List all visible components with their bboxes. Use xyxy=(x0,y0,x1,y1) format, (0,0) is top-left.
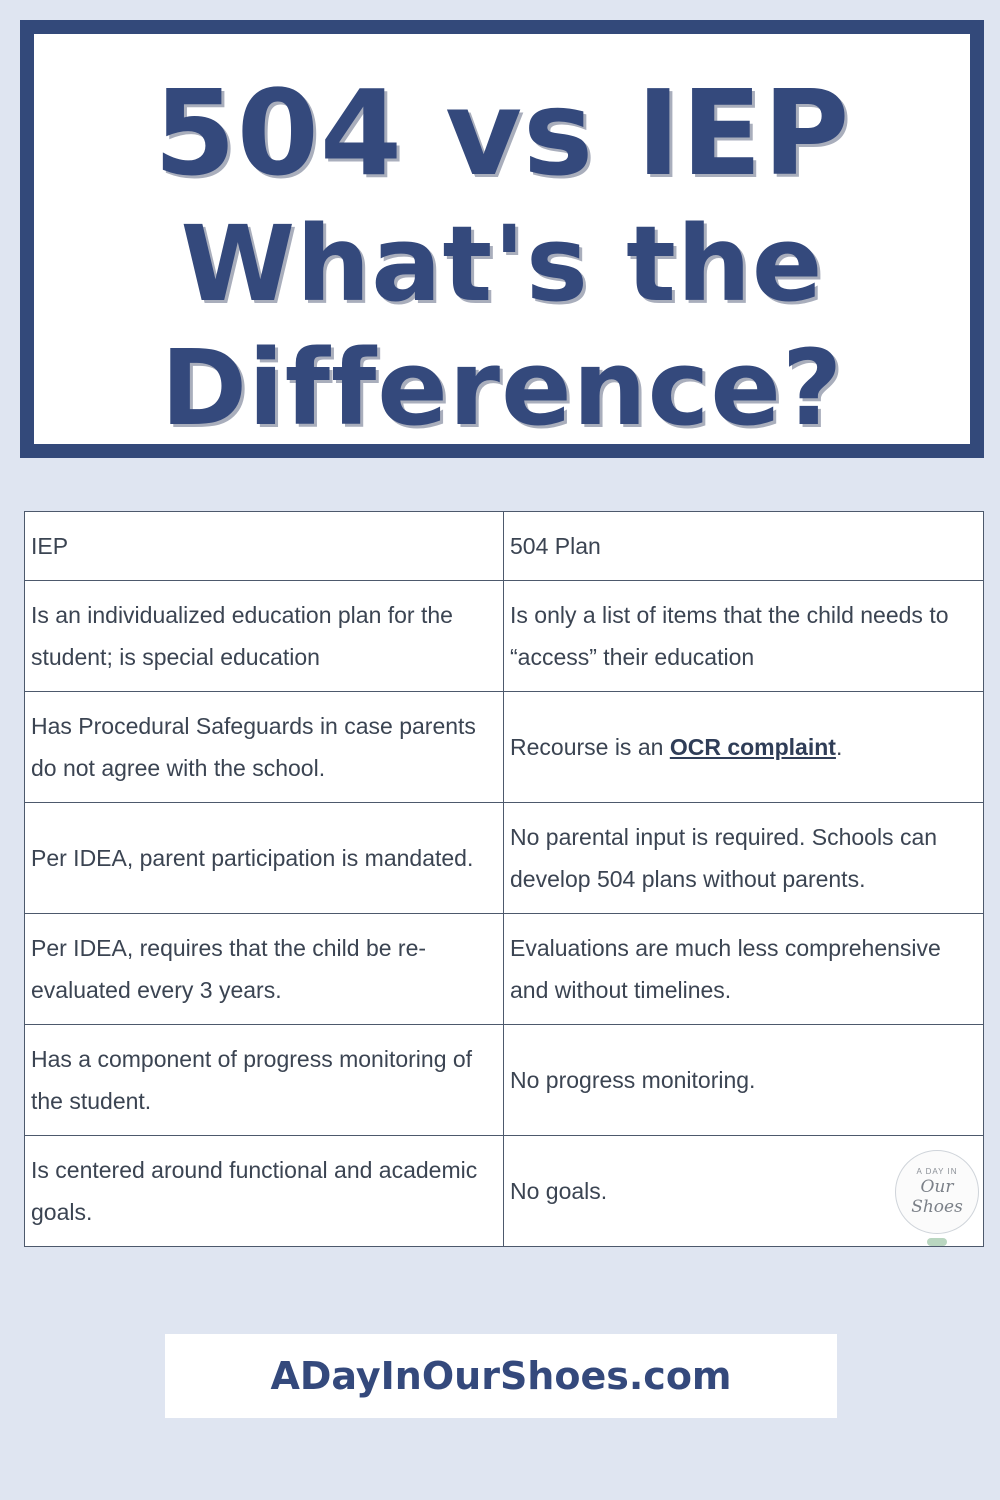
plan504-cell xyxy=(504,692,984,803)
no-goals-text: No goals. xyxy=(510,1178,608,1204)
iep-cell: Per IDEA, requires that the child be re-evaluated every 3 years. xyxy=(25,914,504,1025)
plan504-cell: No progress monitoring. xyxy=(504,1025,984,1136)
iep-cell: Has a component of progress monitoring of the student. xyxy=(25,1025,504,1136)
shoes-icon xyxy=(927,1238,947,1246)
comparison-table xyxy=(24,511,984,1247)
logo-top-text: A DAY IN xyxy=(916,1167,958,1176)
plan504-cell xyxy=(504,1136,984,1247)
footer-banner xyxy=(165,1334,837,1418)
table-row xyxy=(25,692,984,803)
plan504-cell: Evaluations are much less comprehensive and without timelines. xyxy=(504,914,984,1025)
plan504-cell: Is only a list of items that the child needs to “access” their education xyxy=(504,581,984,692)
table-row xyxy=(25,803,984,914)
plan504-cell: No parental input is required. Schools can develop 504 plans without parents. xyxy=(504,803,984,914)
table-row xyxy=(25,581,984,692)
table-row xyxy=(25,914,984,1025)
table-row xyxy=(25,1136,984,1247)
header-504-plan: 504 Plan xyxy=(504,512,984,581)
iep-cell: Has Procedural Safeguards in case parents do not agree with the school. xyxy=(25,692,504,803)
iep-cell: Per IDEA, parent participation is mandated. xyxy=(25,803,504,914)
site-logo xyxy=(895,1150,979,1234)
iep-cell: Is an individualized education plan for the student; is special education xyxy=(25,581,504,692)
iep-cell: Is centered around functional and academic goals. xyxy=(25,1136,504,1247)
logo-main-text: Our Shoes xyxy=(911,1177,963,1217)
title-box xyxy=(20,20,984,458)
table-header-row xyxy=(25,512,984,581)
title-line-1: 504 vs IEP xyxy=(153,64,851,202)
footer-site-name: ADayInOurShoes.com xyxy=(270,1354,732,1398)
ocr-complaint-link[interactable]: OCR complaint xyxy=(669,734,836,760)
title-line-2: What's the xyxy=(180,203,824,325)
title-line-3: Difference? xyxy=(160,327,844,449)
recourse-suffix: . xyxy=(835,734,843,760)
table-row xyxy=(25,1025,984,1136)
recourse-prefix: Recourse is an xyxy=(510,734,670,760)
header-iep: IEP xyxy=(25,512,504,581)
